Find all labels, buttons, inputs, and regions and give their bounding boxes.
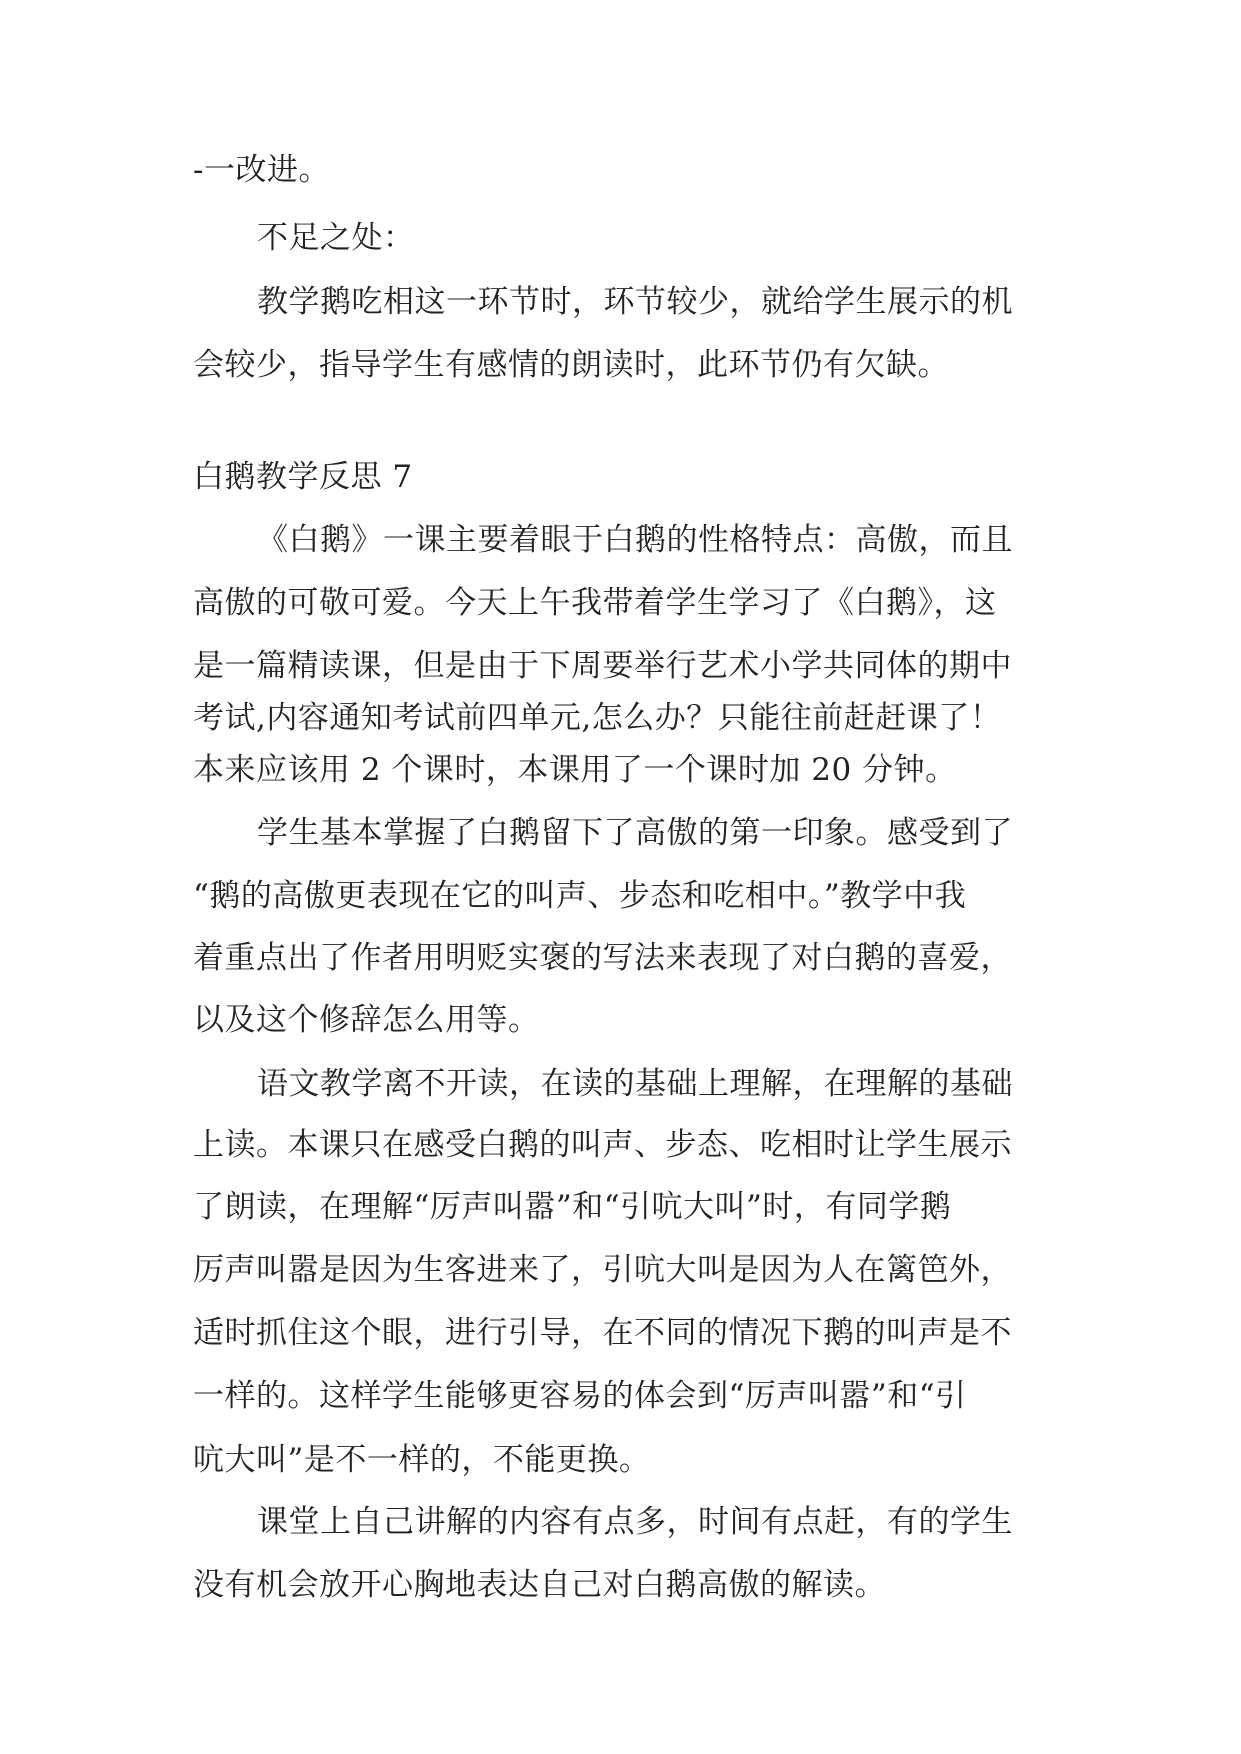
text-line: 高傲的可敬可爱。今天上午我带着学生学习了《白鹅》，这 bbox=[193, 585, 997, 621]
section-heading: 白鹅教学反思 7 bbox=[193, 459, 413, 495]
text-line: 《白鹅》一课主要着眼于白鹅的性格特点：高傲，而且 bbox=[257, 522, 1013, 558]
text-line: 着重点出了作者用明贬实褒的写法来表现了对白鹅的喜爱， bbox=[193, 940, 1012, 976]
text-line: 是一篇精读课，但是由于下周要举行艺术小学共同体的期中 bbox=[193, 648, 1012, 684]
text-line: 教学鹅吃相这一环节时，环节较少，就给学生展示的机 bbox=[257, 284, 1013, 320]
text-line: 学生基本掌握了白鹅留下了高傲的第一印象。感受到了 bbox=[257, 815, 1013, 851]
text-line: 上读。本课只在感受白鹅的叫声、步态、吃相时让学生展示 bbox=[193, 1127, 1012, 1163]
section-label: 不足之处： bbox=[257, 220, 415, 256]
text-line: 一样的。这样学生能够更容易的体会到“厉声叫嚣”和“引 bbox=[193, 1378, 967, 1414]
text-line: “鹅的高傲更表现在它的叫声、步态和吃相中。”教学中我 bbox=[193, 878, 967, 914]
text-line: 适时抓住这个眼，进行引导，在不同的情况下鹅的叫声是不 bbox=[193, 1315, 1012, 1351]
text-line: 吭大叫”是不一样的，不能更换。 bbox=[193, 1442, 651, 1478]
text-line: 语文教学离不开读，在读的基础上理解，在理解的基础 bbox=[257, 1066, 1013, 1102]
text-line: 没有机会放开心胸地表达自己对白鹅高傲的解读。 bbox=[193, 1567, 886, 1603]
text-line: 考试,内容通知考试前四单元,怎么办？只能往前赶赶课了！ bbox=[193, 700, 1002, 736]
text-line: 厉声叫嚣是因为生客进来了，引吭大叫是因为人在篱笆外， bbox=[193, 1252, 1012, 1288]
text-line: -一改进。 bbox=[193, 152, 330, 188]
text-line: 了朗读，在理解“厉声叫嚣”和“引吭大叫”时，有同学鹅 bbox=[193, 1189, 952, 1225]
text-line: 本来应该用 2 个课时，本课用了一个课时加 20 分钟。 bbox=[193, 752, 957, 788]
text-line: 会较少，指导学生有感情的朗读时，此环节仍有欠缺。 bbox=[193, 347, 949, 383]
text-line: 以及这个修辞怎么用等。 bbox=[193, 1002, 540, 1038]
text-line: 课堂上自己讲解的内容有点多，时间有点赶，有的学生 bbox=[257, 1504, 1013, 1540]
